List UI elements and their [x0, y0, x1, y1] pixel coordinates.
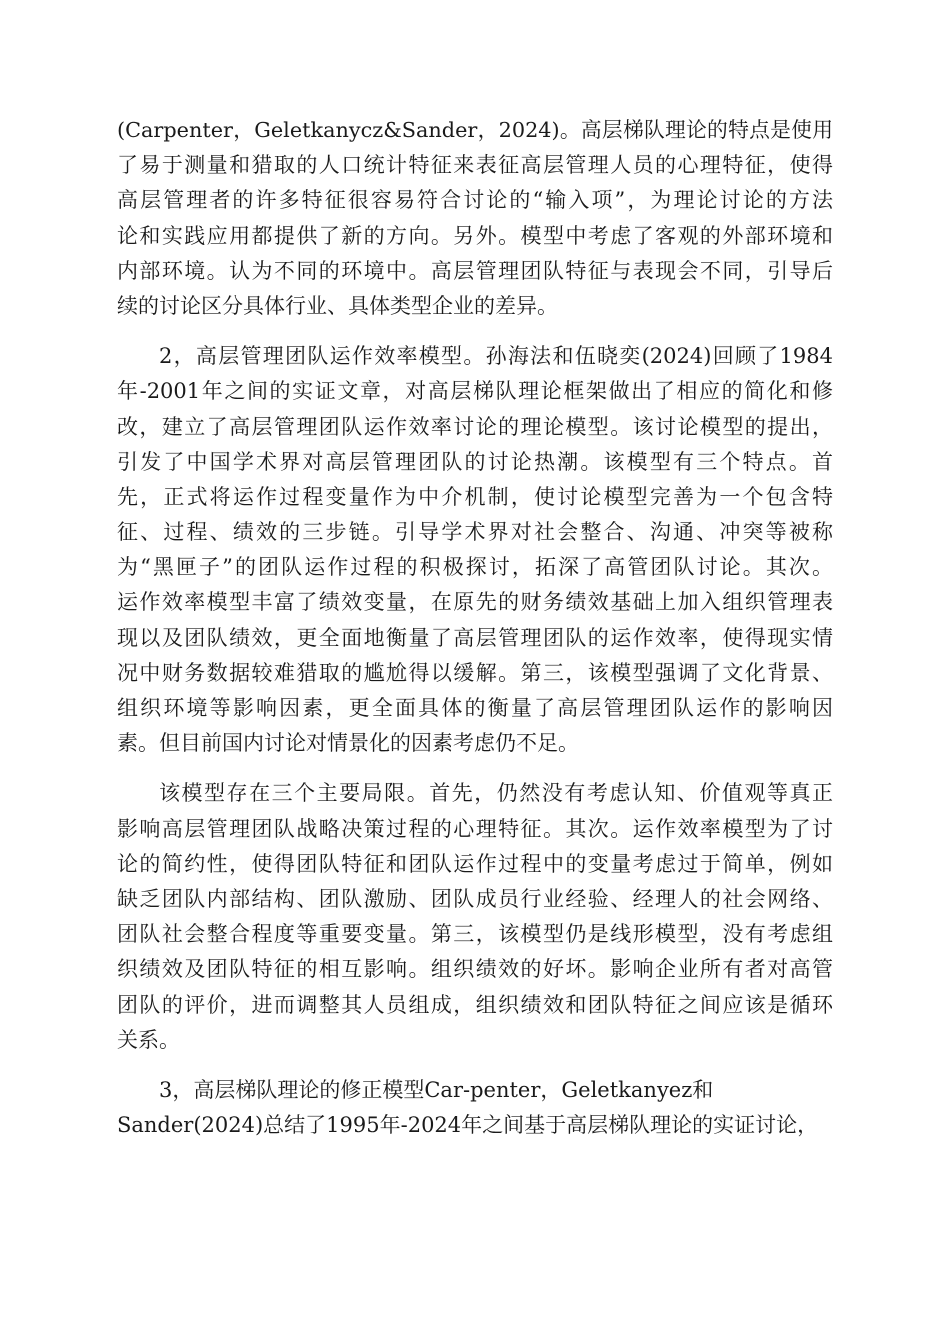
document-body: [117, 113, 833, 1143]
text-line: 为“黑匣子”的团队运作过程的积极探讨，拓深了高管团队讨论。其次。: [117, 555, 833, 580]
text-line: 缺乏团队内部结构、团队激励、团队成员行业经验、经理人的社会网络、: [117, 886, 833, 911]
text-line: 团队社会整合程度等重要变量。第三，该模型仍是线形模型，没有考虑组: [117, 922, 833, 947]
text-line: 引发了中国学术界对高层管理团队的讨论热潮。该模型有三个特点。首: [117, 449, 833, 474]
text-line: 该模型存在三个主要局限。首先，仍然没有考虑认知、价值观等真正: [159, 781, 833, 806]
text-line: 现以及团队绩效，更全面地衡量了高层管理团队的运作效率，使得现实情: [117, 625, 833, 650]
text-line: 先，正式将运作过程变量作为中介机制，使讨论模型完善为一个包含特: [117, 484, 833, 509]
text-line: 论和实践应用都提供了新的方向。另外。模型中考虑了客观的外部环境和: [117, 223, 833, 248]
text-line: 征、过程、绩效的三步链。引导学术界对社会整合、沟通、冲突等被称: [117, 520, 833, 545]
text-line: 3，高层梯队理论的修正模型Car-penter，Geletkanyez和: [159, 1077, 714, 1102]
text-line: 运作效率模型丰富了绩效变量，在原先的财务绩效基础上加入组织管理表: [117, 590, 833, 615]
text-line: 高层管理者的许多特征很容易符合讨论的“输入项”，为理论讨论的方法: [117, 188, 833, 213]
text-line: 续的讨论区分具体行业、具体类型企业的差异。: [117, 293, 558, 318]
paragraph-upper-echelons-features: [117, 113, 833, 324]
text-line: 了易于测量和猎取的人口统计特征来表征高层管理人员的心理特征，使得: [117, 153, 833, 178]
text-line: 影响高层管理团队战略决策过程的心理特征。其次。运作效率模型为了讨: [117, 816, 833, 841]
text-line: 关系。: [117, 1027, 180, 1052]
text-line: 况中财务数据较难猎取的尴尬得以缓解。第三，该模型强调了文化背景、: [117, 660, 833, 685]
text-line: 内部环境。认为不同的环境中。高层管理团队特征与表现会不同，引导后: [117, 258, 833, 283]
text-line: 改，建立了高层管理团队运作效率讨论的理论模型。该讨论模型的提出，: [117, 414, 833, 439]
text-line: 织绩效及团队特征的相互影响。组织绩效的好坏。影响企业所有者对高管: [117, 957, 833, 982]
text-line: (Carpenter，Geletkanycz&Sander，2024)。高层梯队理论的特点是使用: [117, 118, 833, 142]
text-line: 年-2001年之间的实证文章，对高层梯队理论框架做出了相应的简化和修: [117, 379, 833, 404]
text-line: 团队的评价，进而调整其人员组成，组织绩效和团队特征之间应该是循环: [117, 992, 833, 1017]
paragraph-efficiency-model: [117, 339, 833, 761]
text-line: Sander(2024)总结了1995年-2024年之间基于高层梯队理论的实证讨论，: [117, 1113, 819, 1138]
text-line: 素。但目前国内讨论对情景化的因素考虑仍不足。: [117, 731, 579, 756]
text-line: 2，高层管理团队运作效率模型。孙海法和伍晓奕(2024)回顾了1984: [159, 344, 833, 369]
text-line: 组织环境等影响因素，更全面具体的衡量了高层管理团队运作的影响因: [117, 696, 833, 720]
paragraph-revised-model: [117, 1073, 833, 1143]
text-line: 论的简约性，使得团队特征和团队运作过程中的变量考虑过于简单，例如: [117, 851, 833, 876]
paragraph-model-limitations: [117, 776, 833, 1058]
